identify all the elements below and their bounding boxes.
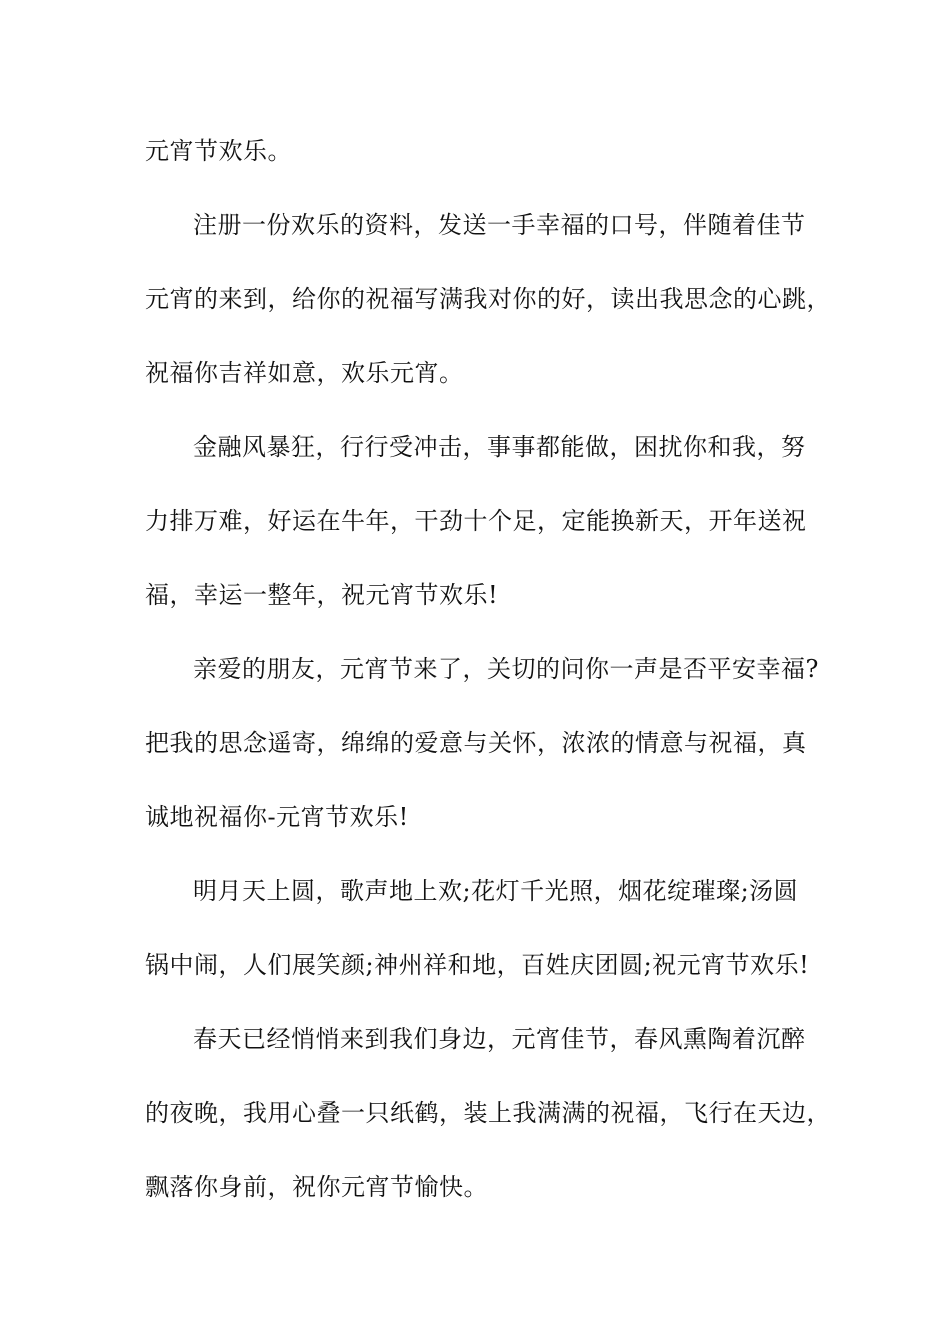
text-line: 春天已经悄悄来到我们身边，元宵佳节，春风熏陶着沉醉	[193, 1025, 806, 1053]
text-line: 锅中闹，人们展笑颜;神州祥和地，百姓庆团圆;祝元宵节欢乐!	[145, 951, 810, 979]
text-line: 明月天上圆，歌声地上欢;花灯千光照，烟花绽璀璨;汤圆	[193, 877, 799, 905]
text-line: 金融风暴狂，行行受冲击，事事都能做，困扰你和我，努	[193, 433, 806, 461]
text-line: 元宵的来到，给你的祝福写满我对你的好，读出我思念的心跳，	[145, 285, 831, 313]
text-line: 福，幸运一整年，祝元宵节欢乐!	[145, 581, 499, 609]
text-line: 元宵节欢乐。	[145, 137, 292, 165]
text-line: 力排万难，好运在牛年，干劲十个足，定能换新天，开年送祝	[145, 507, 807, 535]
text-line: 飘落你身前，祝你元宵节愉快。	[145, 1173, 488, 1201]
text-line: 注册一份欢乐的资料，发送一手幸福的口号，伴随着佳节	[193, 211, 806, 239]
text-line: 祝福你吉祥如意，欢乐元宵。	[145, 359, 464, 387]
text-line: 亲爱的朋友，元宵节来了，关切的问你一声是否平安幸福?	[193, 655, 819, 683]
text-line: 的夜晚，我用心叠一只纸鹤，装上我满满的祝福，飞行在天边，	[145, 1099, 831, 1127]
text-line: 把我的思念遥寄，绵绵的爱意与关怀，浓浓的情意与祝福，真	[145, 729, 807, 757]
text-line: 诚地祝福你-元宵节欢乐!	[145, 803, 409, 831]
body-text	[145, 128, 831, 1238]
